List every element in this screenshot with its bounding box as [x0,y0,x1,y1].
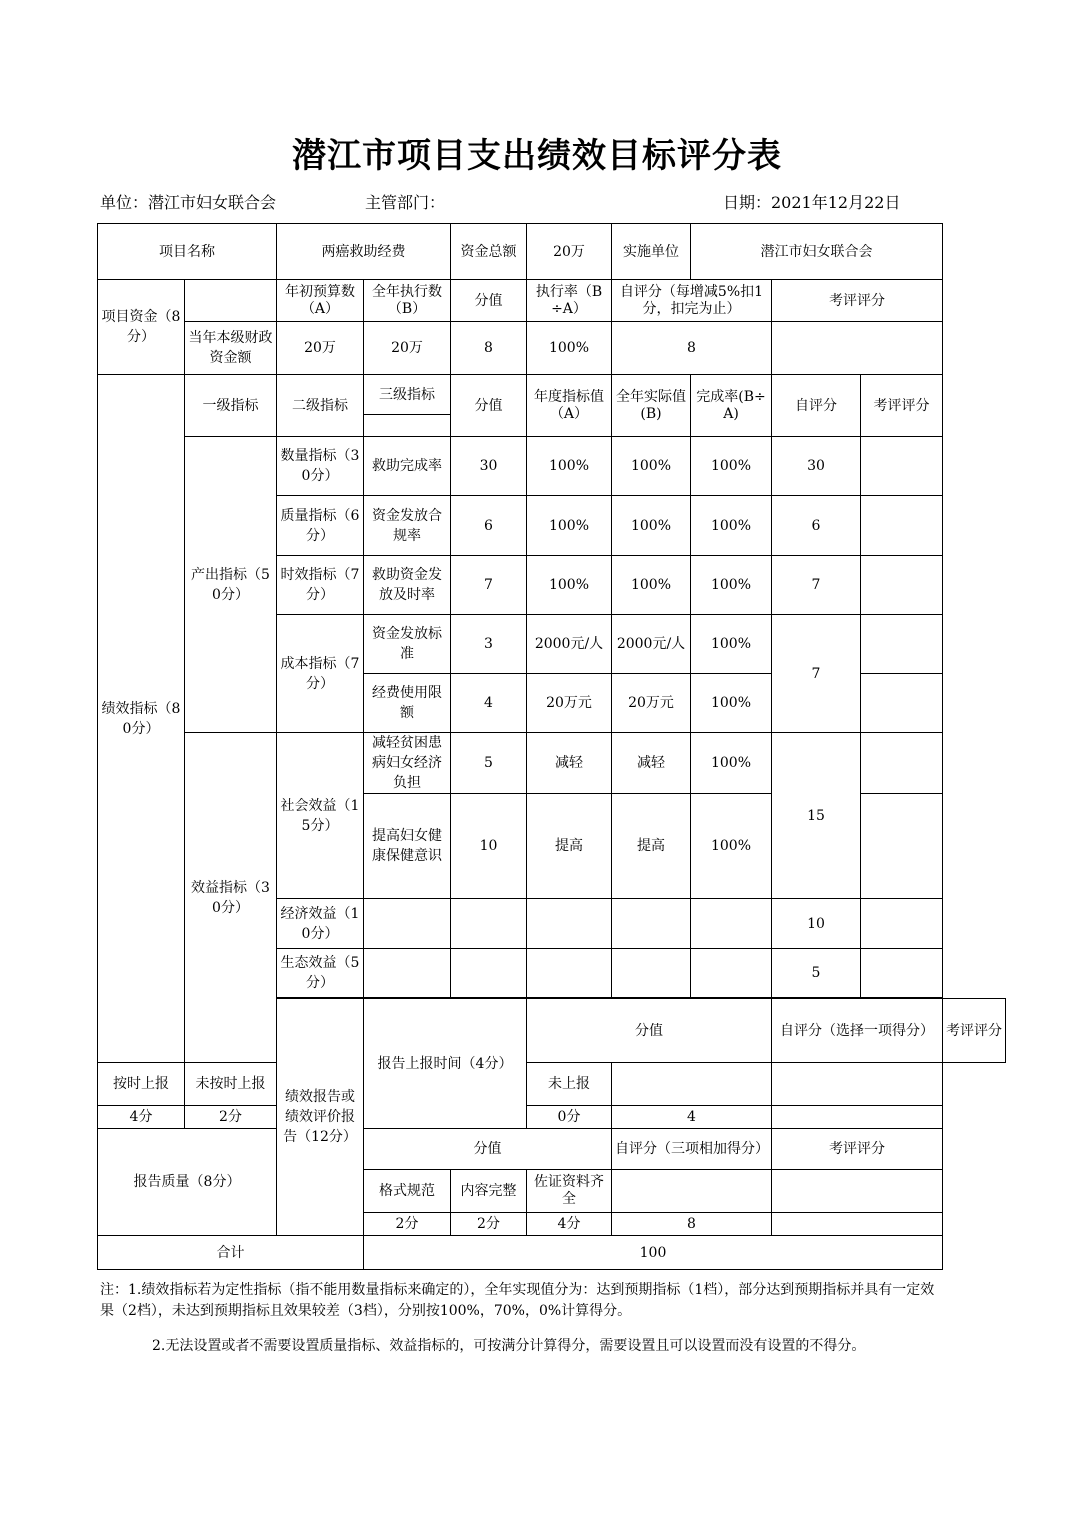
report-time-options-row [98,1063,1006,1106]
fund-section-label: 项目资金（8分） [98,280,185,375]
report-quality-score-head: 分值 [364,1129,612,1170]
perf-header-row [98,375,1006,415]
economic-self: 10 [772,899,861,949]
quality-score: 6 [451,496,527,556]
format-points: 2分 [364,1213,451,1236]
perf-col-l2: 二级指标 [277,375,364,437]
quality-l2: 质量指标（6分） [277,496,364,556]
cost1-score: 3 [451,615,527,674]
fund-value-row [98,322,1006,375]
late-points: 2分 [185,1106,277,1129]
quality-review [861,496,943,556]
report-time-self-blank [612,1063,772,1106]
cost1-target: 2000元/人 [527,615,612,674]
social2-l3: 提高妇女健康保健意识 [364,794,451,899]
ecological-score [451,949,527,998]
report-time-label: 报告上报时间（4分） [364,999,527,1129]
report-time-review-score [772,1106,943,1129]
fund-total-label: 资金总额 [451,224,527,280]
total-value: 100 [364,1236,943,1270]
cost1-rate: 100% [691,615,772,674]
quality-l3: 资金发放合规率 [364,496,451,556]
social1-l3: 减轻贫困患病妇女经济负担 [364,733,451,794]
perf-col-self: 自评分 [772,375,861,437]
cost2-rate: 100% [691,674,772,733]
page-title: 潜江市项目支出绩效目标评分表 [292,136,782,176]
output-indicator-label: 产出指标（50分） [185,437,277,733]
social2-target: 提高 [527,794,612,899]
quantity-score: 30 [451,437,527,496]
social-self: 15 [772,733,861,899]
social1-target: 减轻 [527,733,612,794]
ecological-self: 5 [772,949,861,998]
report-time-score-head: 分值 [527,999,772,1063]
report-quality-self-blank [612,1170,772,1213]
timeliness-review [861,556,943,615]
quantity-row [98,437,1006,496]
fund-col-rate: 执行率（B÷A） [527,280,612,322]
total-row [98,1236,1006,1270]
evidence-option: 佐证资料齐全 [527,1170,612,1213]
perf-col-rate: 完成率(B÷A) [691,375,772,437]
report-quality-review-blank [772,1170,943,1213]
quantity-l2: 数量指标（30分） [277,437,364,496]
report-time-review-head: 考评评分 [943,999,1006,1063]
evidence-points: 4分 [527,1213,612,1236]
ecological-rate [691,949,772,998]
social2-rate: 100% [691,794,772,899]
cost2-actual: 20万元 [612,674,691,733]
ecological-l2: 生态效益（5分） [277,949,364,998]
social1-score: 5 [451,733,527,794]
timeliness-l3: 救助资金发放及时率 [364,556,451,615]
fund-col-budget: 年初预算数（A） [277,280,364,322]
date-label: 日期：2021年12月22日 [723,193,901,212]
fund-self-score: 8 [612,322,772,375]
format-option: 格式规范 [364,1170,451,1213]
quantity-self: 30 [772,437,861,496]
timeliness-l2: 时效指标（7分） [277,556,364,615]
perf-col-target: 年度指标值（A） [527,375,612,437]
quality-target: 100% [527,496,612,556]
unit-label: 单位：潜江市妇女联合会 [100,193,277,212]
economic-l3 [364,899,451,949]
note-1: 注：1.绩效指标若为定性指标（指不能用数量指标来确定的），全年实现值分为：达到预期指标（1档），部分达到预期指标并具有一定效果（2档），未达到预期指标且效果较差（3档），分别按100%，70%，0%计算得分。 [100,1282,935,1319]
impl-unit-label: 实施单位 [612,224,691,280]
ecological-review [861,949,943,998]
fund-total: 20万 [527,224,612,280]
report-quality-review-score [772,1213,943,1236]
quality-rate: 100% [691,496,772,556]
note-2: 2.无法设置或者不需要设置质量指标、效益指标的，可按满分计算得分，需要设置且可以设置而没有设置的不得分。 [152,1338,866,1354]
fund-exec: 20万 [364,322,451,375]
report-quality-self-head: 自评分（三项相加得分） [612,1129,772,1170]
project-name: 两癌救助经费 [277,224,451,280]
timeliness-actual: 100% [612,556,691,615]
timeliness-self: 7 [772,556,861,615]
report-time-review-blank [772,1063,943,1106]
report-quality-self-score: 8 [612,1213,772,1236]
report-section-label: 绩效报告或绩效评价报告（12分） [277,999,364,1236]
fund-col-review: 考评评分 [772,280,943,322]
fund-header-row [98,280,1006,322]
benefit-indicator-label: 效益指标（30分） [185,733,277,1063]
fund-col-exec: 全年执行数（B） [364,280,451,322]
dept-label: 主管部门： [365,193,446,212]
score-table [97,223,1006,1270]
perf-col-l1: 一级指标 [185,375,277,437]
report-time-self-head: 自评分（选择一项得分） [772,999,943,1063]
quantity-rate: 100% [691,437,772,496]
not-reported-option: 未上报 [527,1063,612,1106]
late-option: 未按时上报 [185,1063,277,1106]
cost2-target: 20万元 [527,674,612,733]
cost-self: 7 [772,615,861,733]
quantity-target: 100% [527,437,612,496]
economic-target [527,899,612,949]
perf-l3-blank [364,415,451,437]
not-reported-points: 0分 [527,1106,612,1129]
social-row-1 [98,733,1006,794]
content-option: 内容完整 [451,1170,527,1213]
quantity-l3: 救助完成率 [364,437,451,496]
perf-col-review: 考评评分 [861,375,943,437]
cost1-l3: 资金发放标准 [364,615,451,674]
fund-score: 8 [451,322,527,375]
cost2-l3: 经费使用限额 [364,674,451,733]
content-points: 2分 [451,1213,527,1236]
quality-actual: 100% [612,496,691,556]
quality-self: 6 [772,496,861,556]
social2-score: 10 [451,794,527,899]
social1-rate: 100% [691,733,772,794]
quantity-actual: 100% [612,437,691,496]
quantity-review [861,437,943,496]
social2-review [861,794,943,899]
fund-col-score: 分值 [451,280,527,322]
timeliness-target: 100% [527,556,612,615]
economic-l2: 经济效益（10分） [277,899,364,949]
cost2-score: 4 [451,674,527,733]
fund-row-label: 当年本级财政资金额 [185,322,277,375]
social-l2: 社会效益（15分） [277,733,364,899]
ecological-target [527,949,612,998]
total-label: 合计 [98,1236,364,1270]
cost2-review [861,674,943,733]
economic-actual [612,899,691,949]
impl-unit: 潜江市妇女联合会 [691,224,943,280]
ecological-l3 [364,949,451,998]
perf-col-actual: 全年实际值(B) [612,375,691,437]
perf-col-score: 分值 [451,375,527,437]
report-quality-review-head: 考评评分 [772,1129,943,1170]
timeliness-rate: 100% [691,556,772,615]
fund-review-score [772,322,943,375]
perf-section-label: 绩效指标（80分） [98,375,185,1063]
report-quality-head-row [98,1129,1006,1170]
fund-budget: 20万 [277,322,364,375]
cost1-review [861,615,943,674]
on-time-points: 4分 [98,1106,185,1129]
project-name-label: 项目名称 [98,224,277,280]
on-time-option: 按时上报 [98,1063,185,1106]
economic-review [861,899,943,949]
social1-review [861,733,943,794]
ecological-actual [612,949,691,998]
cost-l2: 成本指标（7分） [277,615,364,733]
perf-col-l3: 三级指标 [364,375,451,415]
report-time-self-score: 4 [612,1106,772,1129]
report-quality-label: 报告质量（8分） [98,1129,277,1236]
fund-rate: 100% [527,322,612,375]
social2-actual: 提高 [612,794,691,899]
report-time-points-row [98,1106,1006,1129]
project-header-row [98,224,1006,280]
fund-blank-cell [185,280,277,322]
social1-actual: 减轻 [612,733,691,794]
economic-score [451,899,527,949]
economic-rate [691,899,772,949]
cost1-actual: 2000元/人 [612,615,691,674]
timeliness-score: 7 [451,556,527,615]
fund-col-self: 自评分（每增减5%扣1分，扣完为止） [612,280,772,322]
